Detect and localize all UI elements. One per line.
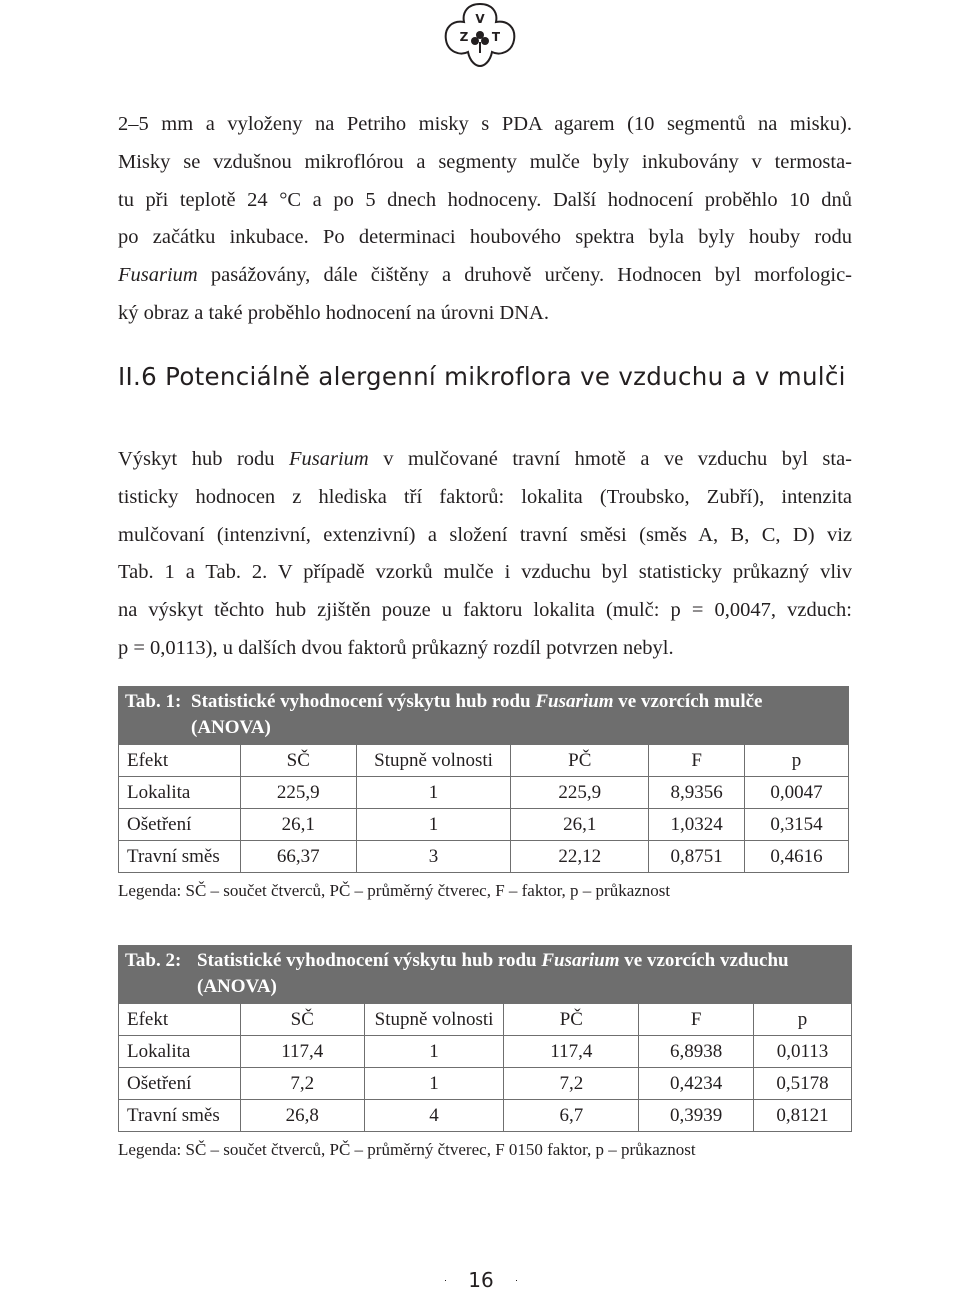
table-cell: 117,4: [504, 1036, 639, 1068]
clover-icon: [471, 31, 489, 53]
logo-letter-t: T: [491, 30, 501, 44]
table-cell: 26,8: [240, 1100, 364, 1132]
table-cell: 1: [356, 809, 511, 841]
text-line: po začátku inkubace. Po determinaci houbového spektra byla byly houby rodu: [118, 226, 852, 249]
column-header: PČ: [504, 1004, 639, 1036]
column-header: Stupně volnosti: [356, 745, 511, 777]
table-cell: 66,37: [240, 841, 356, 873]
column-header: F: [649, 745, 745, 777]
table-cell: 0,8121: [754, 1100, 852, 1132]
table-title: Statistické vyhodnocení výskytu hub rodu Fusarium ve vzorcích mulče (ANOVA): [191, 691, 763, 738]
table-cell: 1: [364, 1068, 504, 1100]
table-cell: 1: [364, 1036, 504, 1068]
table-cell: 7,2: [240, 1068, 364, 1100]
table-cell: 26,1: [511, 809, 649, 841]
table-label: Tab. 2:: [125, 950, 182, 971]
table-header-row: [119, 1004, 852, 1036]
table-legend: Legenda: SČ – součet čtverců, PČ – průměrný čtverec, F 0150 faktor, p – průkaznost: [118, 1140, 696, 1159]
logo-letter-z: Z: [459, 30, 469, 44]
text-line: mulčovaní (intenzivní, extenzivní) a složení travní směsi (směs A, B, C, D) viz: [118, 523, 852, 546]
table-cell: 3: [356, 841, 511, 873]
table-cell: Lokalita: [119, 1036, 241, 1068]
table-cell: 1: [356, 777, 511, 809]
column-header: Efekt: [119, 1004, 241, 1036]
logo-lettering: [460, 12, 501, 44]
table-caption: [119, 946, 852, 1004]
table-label: Tab. 1:: [125, 691, 182, 712]
page-number: 16: [446, 1268, 516, 1292]
table-cell: 7,2: [504, 1068, 639, 1100]
table-cell: Ošetření: [119, 809, 241, 841]
table-cell: 117,4: [240, 1036, 364, 1068]
text-line: tu při teplotě 24 °C a po 5 dnech hodnoceny. Další hodnocení proběhlo 10 dnů: [118, 188, 852, 211]
column-header: Efekt: [119, 745, 241, 777]
text-line: p = 0,0113), u dalších dvou faktorů průkazný rozdíl potvrzen nebyl.: [118, 636, 674, 659]
column-header: SČ: [240, 1004, 364, 1036]
table-cell: Travní směs: [119, 1100, 241, 1132]
text-line: tisticky hodnocen z hlediska tří faktorů: lokalita (Troubsko, Zubří), intenzita: [118, 485, 852, 508]
text-line: Fusarium pasážovány, dále čištěny a druhově určeny. Hodnocen byl morfologic-: [118, 264, 852, 287]
table-cell: 26,1: [240, 809, 356, 841]
table-cell: 0,3939: [639, 1100, 754, 1132]
body-paragraph-2: [118, 441, 852, 668]
table-cell: 225,9: [511, 777, 649, 809]
anova-table-air: [118, 945, 852, 1132]
column-header: PČ: [511, 745, 649, 777]
table-cell: 0,0047: [745, 777, 849, 809]
table-header-row: [119, 745, 849, 777]
table-row: [119, 809, 849, 841]
column-header: p: [745, 745, 849, 777]
text-line: Misky se vzdušnou mikroflórou a segmenty mulče byly inkubovány v termosta-: [118, 150, 852, 173]
table-cell: 0,4234: [639, 1068, 754, 1100]
table-cell: 0,8751: [649, 841, 745, 873]
column-header: SČ: [240, 745, 356, 777]
table-cell: 8,9356: [649, 777, 745, 809]
text-line: Výskyt hub rodu Fusarium v mulčované travní hmotě a ve vzduchu byl sta-: [118, 448, 852, 470]
logo-letter-v: V: [475, 12, 485, 26]
table-cell: 0,5178: [754, 1068, 852, 1100]
table-cell: Travní směs: [119, 841, 241, 873]
section-heading: II.6 Potenciálně alergenní mikroflora ve vzduchu a v mulči: [118, 362, 846, 391]
table-caption-row: [119, 687, 849, 745]
table-cell: Ošetření: [119, 1068, 241, 1100]
vzt-logo: [442, 0, 518, 70]
text-line: ký obraz a také proběhlo hodnocení na úrovni DNA.: [118, 301, 549, 324]
table-cell: Lokalita: [119, 777, 241, 809]
table-cell: 6,8938: [639, 1036, 754, 1068]
body-paragraph-1: [118, 106, 852, 333]
text-line: Tab. 1 a Tab. 2. V případě vzorků mulče i vzduchu byl statisticky průkazný vliv: [118, 561, 852, 584]
table-body: [119, 1004, 852, 1132]
table-cell: 225,9: [240, 777, 356, 809]
table-cell: 0,0113: [754, 1036, 852, 1068]
table-row: [119, 1036, 852, 1068]
table-row: [119, 1068, 852, 1100]
table-row: [119, 1100, 852, 1132]
table-caption: [119, 687, 849, 745]
table-row: [119, 841, 849, 873]
column-header: Stupně volnosti: [364, 1004, 504, 1036]
table-row: [119, 777, 849, 809]
table-legend: Legenda: SČ – součet čtverců, PČ – průměrný čtverec, F – faktor, p – průkaznost: [118, 881, 671, 900]
table-caption-row: [119, 946, 852, 1004]
column-header: F: [639, 1004, 754, 1036]
anova-table-mulch: [118, 686, 849, 873]
table-cell: 0,4616: [745, 841, 849, 873]
table-cell: 6,7: [504, 1100, 639, 1132]
table-title: Statistické vyhodnocení výskytu hub rodu Fusarium ve vzorcích vzduchu (ANOVA): [197, 950, 789, 997]
text-line: 2–5 mm a vyloženy na Petriho misky s PDA agarem (10 segmentů na misku).: [118, 113, 852, 135]
table-cell: 22,12: [511, 841, 649, 873]
column-header: p: [754, 1004, 852, 1036]
table-cell: 4: [364, 1100, 504, 1132]
table-cell: 1,0324: [649, 809, 745, 841]
table-body: [119, 745, 849, 873]
table-cell: 0,3154: [745, 809, 849, 841]
text-line: na výskyt těchto hub zjištěn pouze u faktoru lokalita (mulč: p = 0,0047, vzduch:: [118, 599, 852, 622]
